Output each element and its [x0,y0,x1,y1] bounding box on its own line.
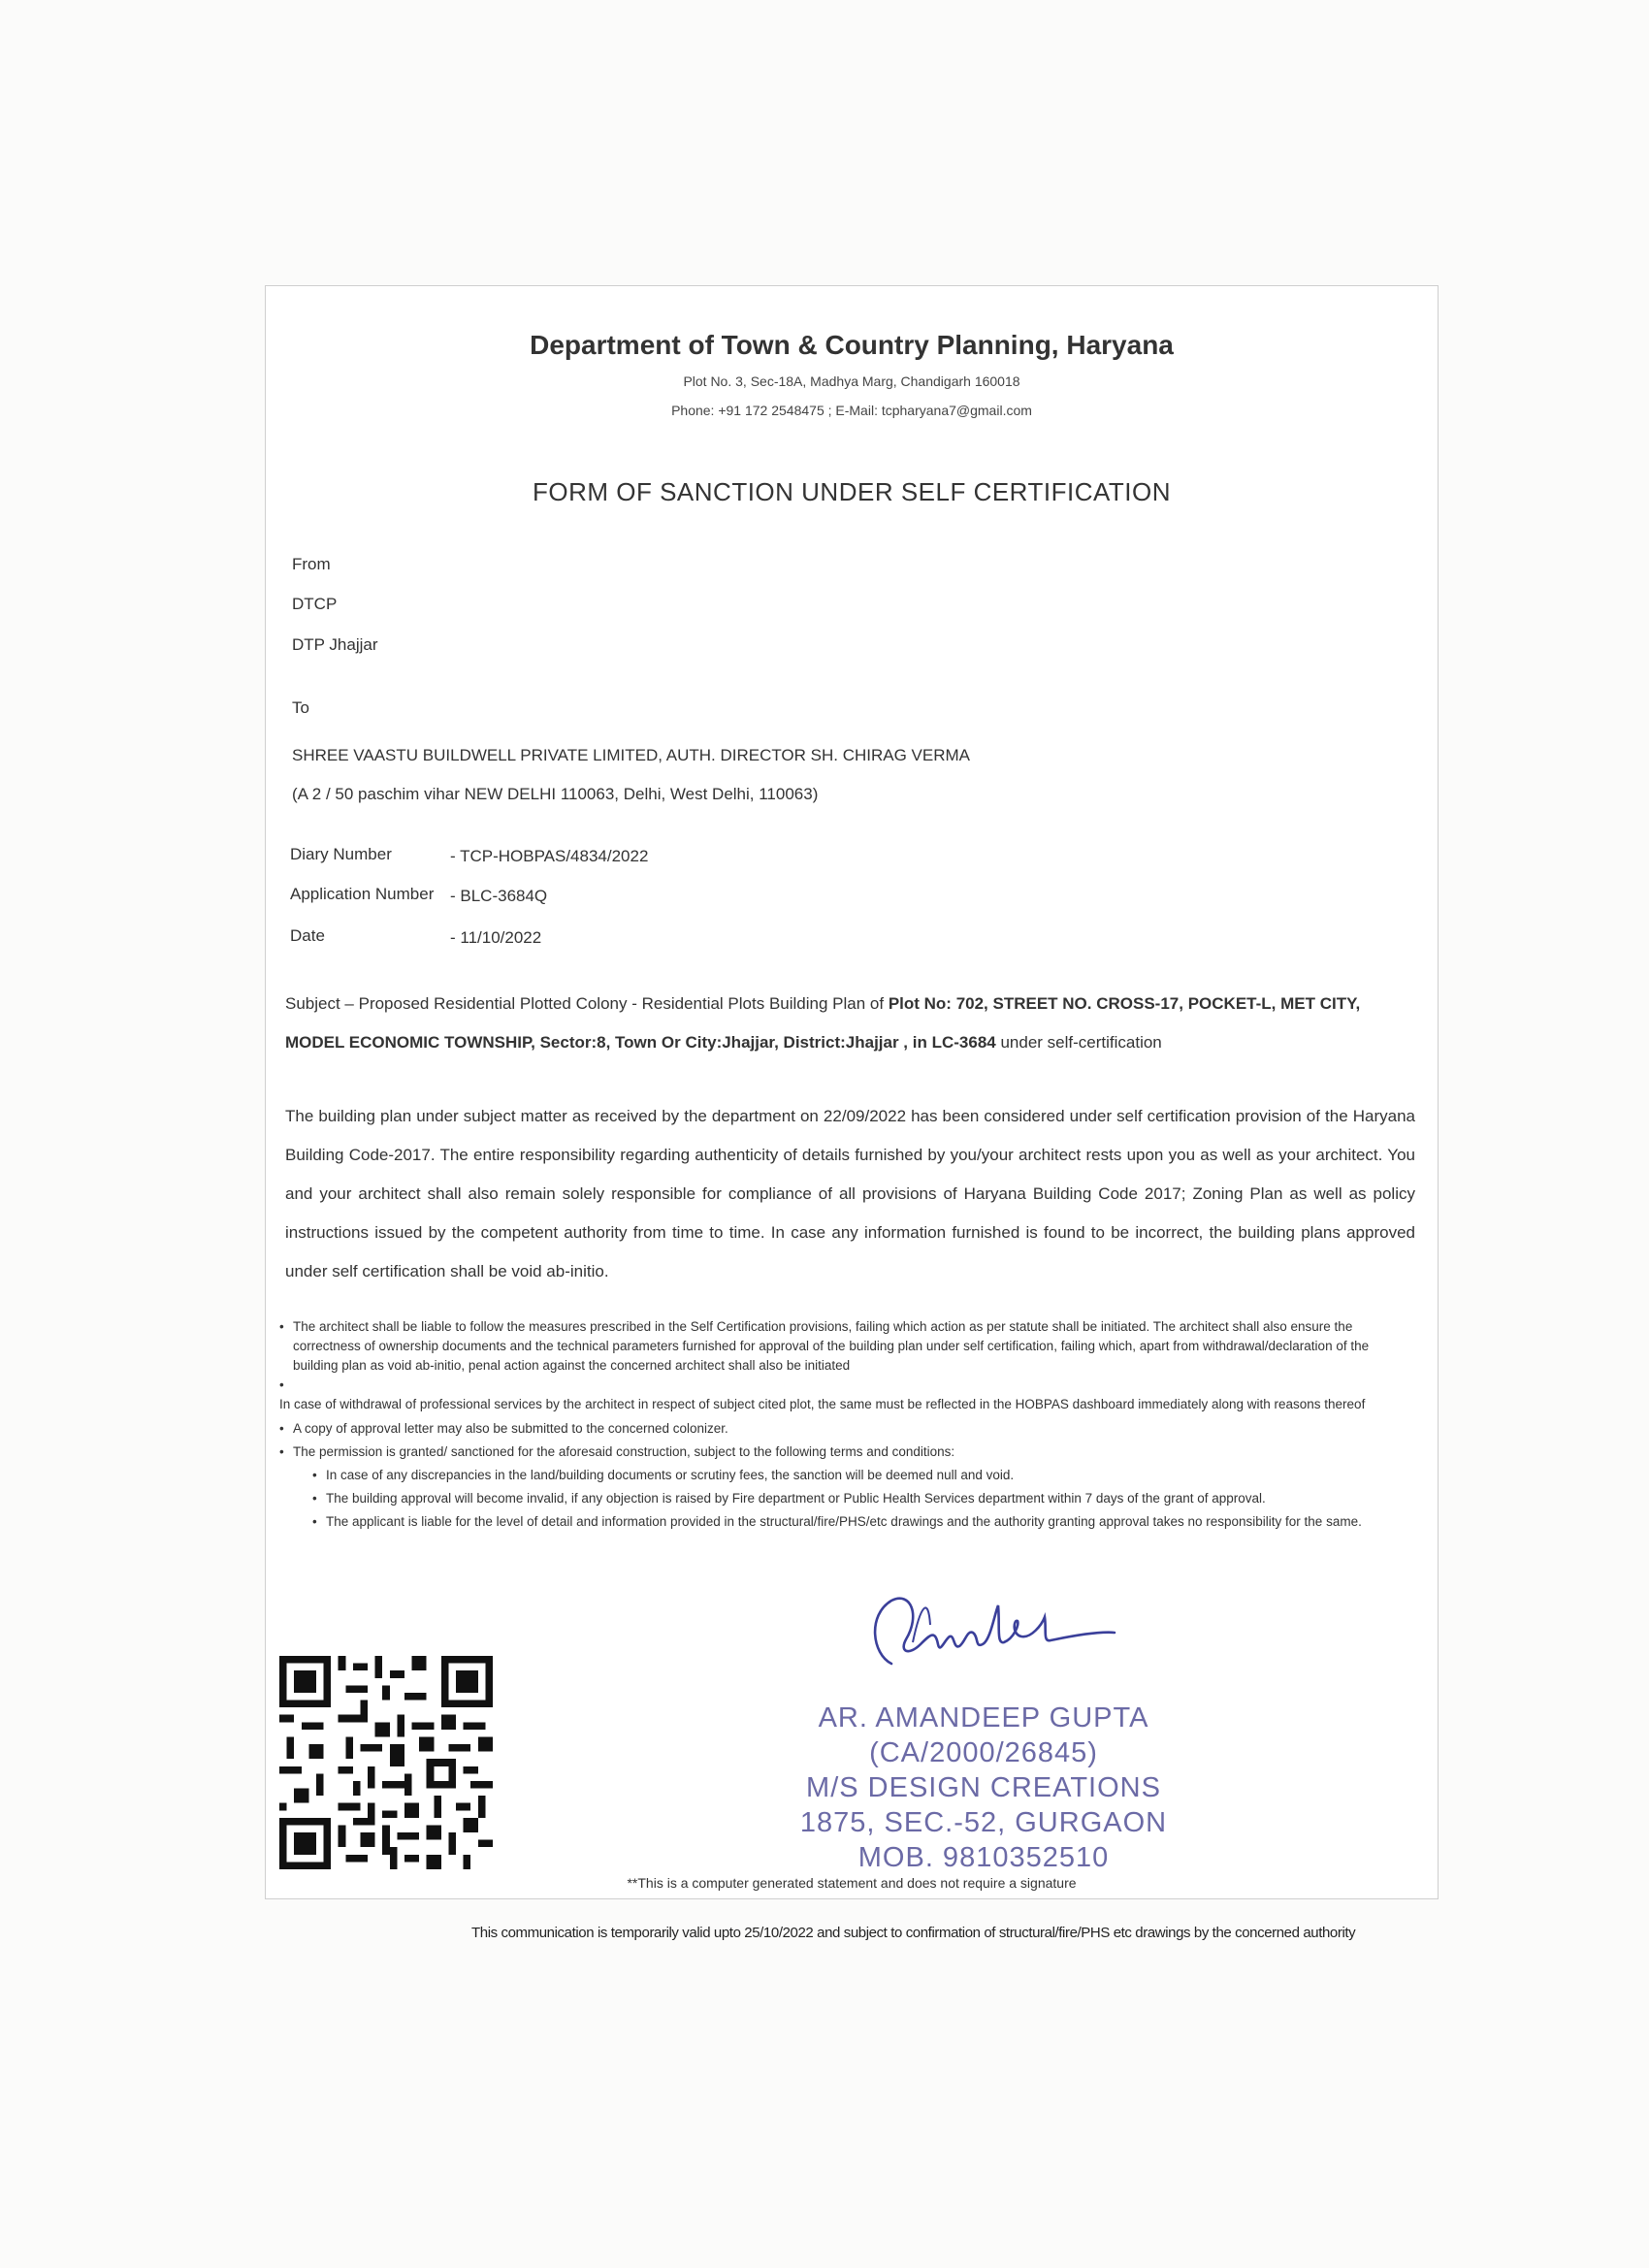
condition-architect-liability: • The architect shall be liable to follow the measures prescribed in the Self Certification provisions, failing which action as per statute shall be initiated. The architect shall also ensure the correctness of ownership documents and the technical parameters furnished for approval of the building plan under self certification, failing which, apart from withdrawal/declaration of the building plan as void ab-initio, penal action against the concerned architect shall also be initiated [279,1317,1414,1376]
date-value: - 11/10/2022 [450,928,542,947]
from-line-1: DTCP [292,595,338,613]
stamp-mobile: MOB. 9810352510 [857,1842,1110,1873]
subject-line [285,985,1415,1062]
sanction-letter [265,285,1439,1899]
stamp-name: AR. AMANDEEP GUPTA [818,1702,1149,1733]
subject-plot: Plot No: 702, STREET NO. CROSS-17, POCKET-L, MET CITY, [888,994,1361,1013]
stamp-address: 1875, SEC.-52, GURGAON [799,1807,1168,1838]
term-discrepancies: • In case of any discrepancies in the land/building documents or scrutiny fees, the sanction will be deemed null and void. [279,1466,1414,1485]
recipient-address: (A 2 / 50 paschim vihar NEW DELHI 110063, Delhi, West Delhi, 110063) [292,785,819,803]
form-title: FORM OF SANCTION UNDER SELF CERTIFICATION [532,477,1171,506]
body-paragraph: The building plan under subject matter as received by the department on 22/09/2022 has been considered under self certification provision of the Haryana Building Code-2017. The entire responsibility regarding authenticity of details furnished by you/your architect rests upon you as well as your architect. You and your architect shall also remain solely responsible for compliance of all provisions of Haryana Building Code 2017; Zoning Plan as well as policy instructions issued by the competent authority from time to time. In case any information furnished is found to be incorrect, the building plans approved under self certification shall be void ab-initio. [285,1107,1415,1280]
from-label: From [292,555,331,573]
application-number-value: - BLC-3684Q [450,887,548,905]
subject-location: MODEL ECONOMIC TOWNSHIP, Sector:8, Town Or City:Jhajjar, District:Jhajjar , in LC-3684 [285,1033,996,1052]
computer-generated-note: **This is a computer generated statement and does not require a signature [627,1875,1077,1891]
subject-suffix: under self-certification [995,1033,1162,1052]
qr-code [279,1656,493,1869]
architect-stamp [770,1701,1197,1875]
stamp-firm: M/S DESIGN CREATIONS [806,1772,1161,1803]
diary-number-label: Diary Number [290,845,392,863]
date-label: Date [290,926,325,945]
term-applicant-liability: • The applicant is liable for the level of detail and information provided in the structural/fire/PHS/etc drawings and the authority granting approval takes no responsibility for the same. [279,1512,1414,1532]
recipient-name: SHREE VAASTU BUILDWELL PRIVATE LIMITED, AUTH. DIRECTOR SH. CHIRAG VERMA [292,746,971,764]
stamp-registration: (CA/2000/26845) [869,1737,1098,1768]
diary-number-value: - TCP-HOBPAS/4834/2022 [450,847,649,865]
department-contact: Phone: +91 172 2548475 ; E-Mail: tcpharyana7@gmail.com [671,403,1032,418]
architect-signature [853,1586,1134,1693]
department-title: Department of Town & Country Planning, Haryana [530,330,1174,360]
subject-prefix: Subject – Proposed Residential Plotted Colony - Residential Plots Building Plan of [285,994,889,1013]
from-line-2: DTP Jhajjar [292,635,378,654]
condition-empty-bullet [279,1376,1414,1395]
validity-note: This communication is temporarily valid upto 25/10/2022 and subject to confirmation of structural/fire/PHS etc drawings by the concerned authority [471,1925,1356,1941]
condition-permission-terms: • The permission is granted/ sanctioned for the aforesaid construction, subject to the following terms and conditions: [279,1442,1414,1462]
condition-withdrawal: In case of withdrawal of professional services by the architect in respect of subject cited plot, the same must be reflected in the HOBPAS dashboard immediately along with reasons thereof [279,1397,1366,1411]
to-label: To [292,698,309,717]
department-address: Plot No. 3, Sec-18A, Madhya Marg, Chandigarh 160018 [683,373,1020,389]
application-number-label: Application Number [290,885,435,903]
conditions-list [279,1317,1414,1532]
condition-copy-to-colonizer: • A copy of approval letter may also be submitted to the concerned colonizer. [279,1419,1414,1439]
term-objection: • The building approval will become invalid, if any objection is raised by Fire department or Public Health Services department within 7 days of the grant of approval. [279,1489,1414,1508]
